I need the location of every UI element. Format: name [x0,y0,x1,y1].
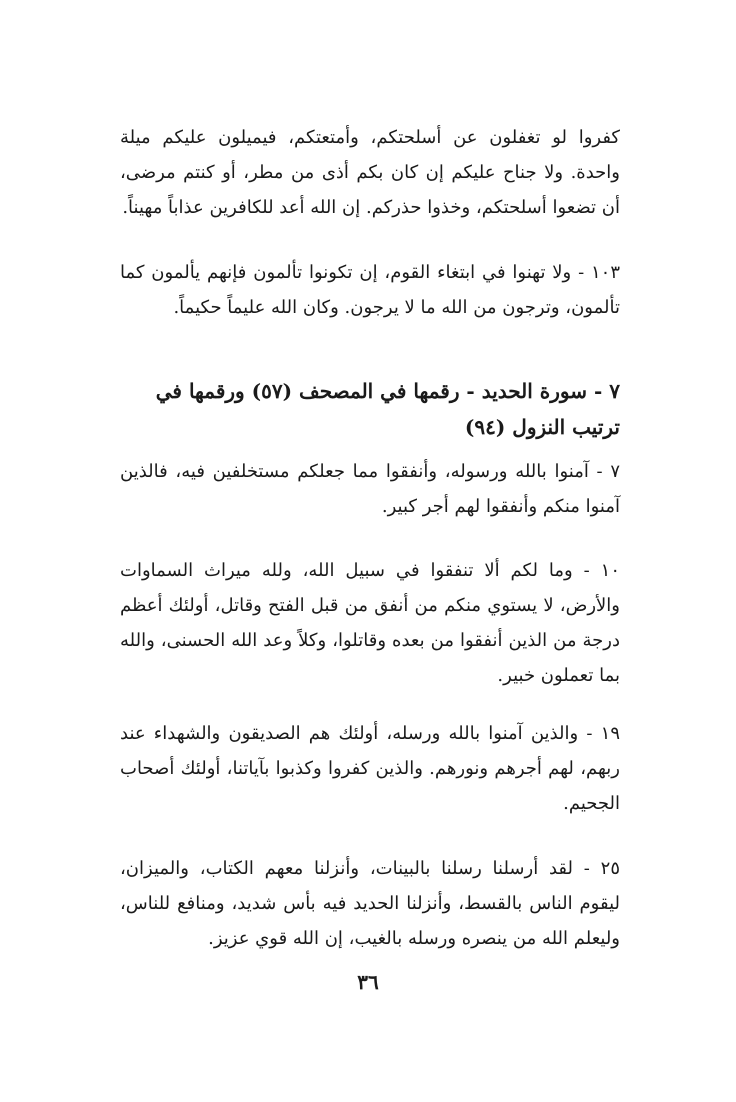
verse-paragraph: كفروا لو تغفلون عن أسلحتكم، وأمتعتكم، فيميلون عليكم ميلة واحدة. ولا جناح عليكم إن كان بكم أذى من مطر، أو كنتم مرضى، أن تضعوا أسلحتكم، وخذوا حذركم. إن الله أعد للكافرين عذاباً مهيناً. [120,127,620,218]
surah-heading: ٧ - سورة الحديد - رقمها في المصحف (٥٧) ورقمها في ترتيب النزول (٩٤) [155,379,620,439]
verse-paragraph: ١٠ - وما لكم ألا تنفقوا في سبيل الله، ولله ميراث السماوات والأرض، لا يستوي منكم من أنفق من قبل الفتح وقاتل، أولئك أعظم درجة من الذين أنفقوا من بعده وقاتلوا، وكلاً وعد الله الحسنى، والله بما تعملون خبير. [120,560,620,686]
verse-paragraph: ٧ - آمنوا بالله ورسوله، وأنفقوا مما جعلكم مستخلفين فيه، فالذين آمنوا منكم وأنفقوا لهم أجر كبير. [120,461,620,517]
verse-paragraph: ١٩ - والذين آمنوا بالله ورسله، أولئك هم الصديقون والشهداء عند ربهم، لهم أجرهم ونورهم. والذين كفروا وكذبوا بآياتنا، أولئك أصحاب الجحيم. [120,723,620,814]
verse-paragraph: ١٠٣ - ولا تهنوا في ابتغاء القوم، إن تكونوا تألمون فإنهم يألمون كما تألمون، وترجون من الله ما لا يرجون. وكان الله عليماً حكيماً. [120,262,620,318]
page-number: ٣٦ [357,970,379,994]
verse-paragraph: ٢٥ - لقد أرسلنا رسلنا بالبينات، وأنزلنا معهم الكتاب، والميزان، ليقوم الناس بالقسط، وأنزلنا الحديد فيه بأس شديد، ومنافع للناس، وليعلم الله من ينصره ورسله بالغيب، إن الله قوي عزيز. [120,858,620,949]
